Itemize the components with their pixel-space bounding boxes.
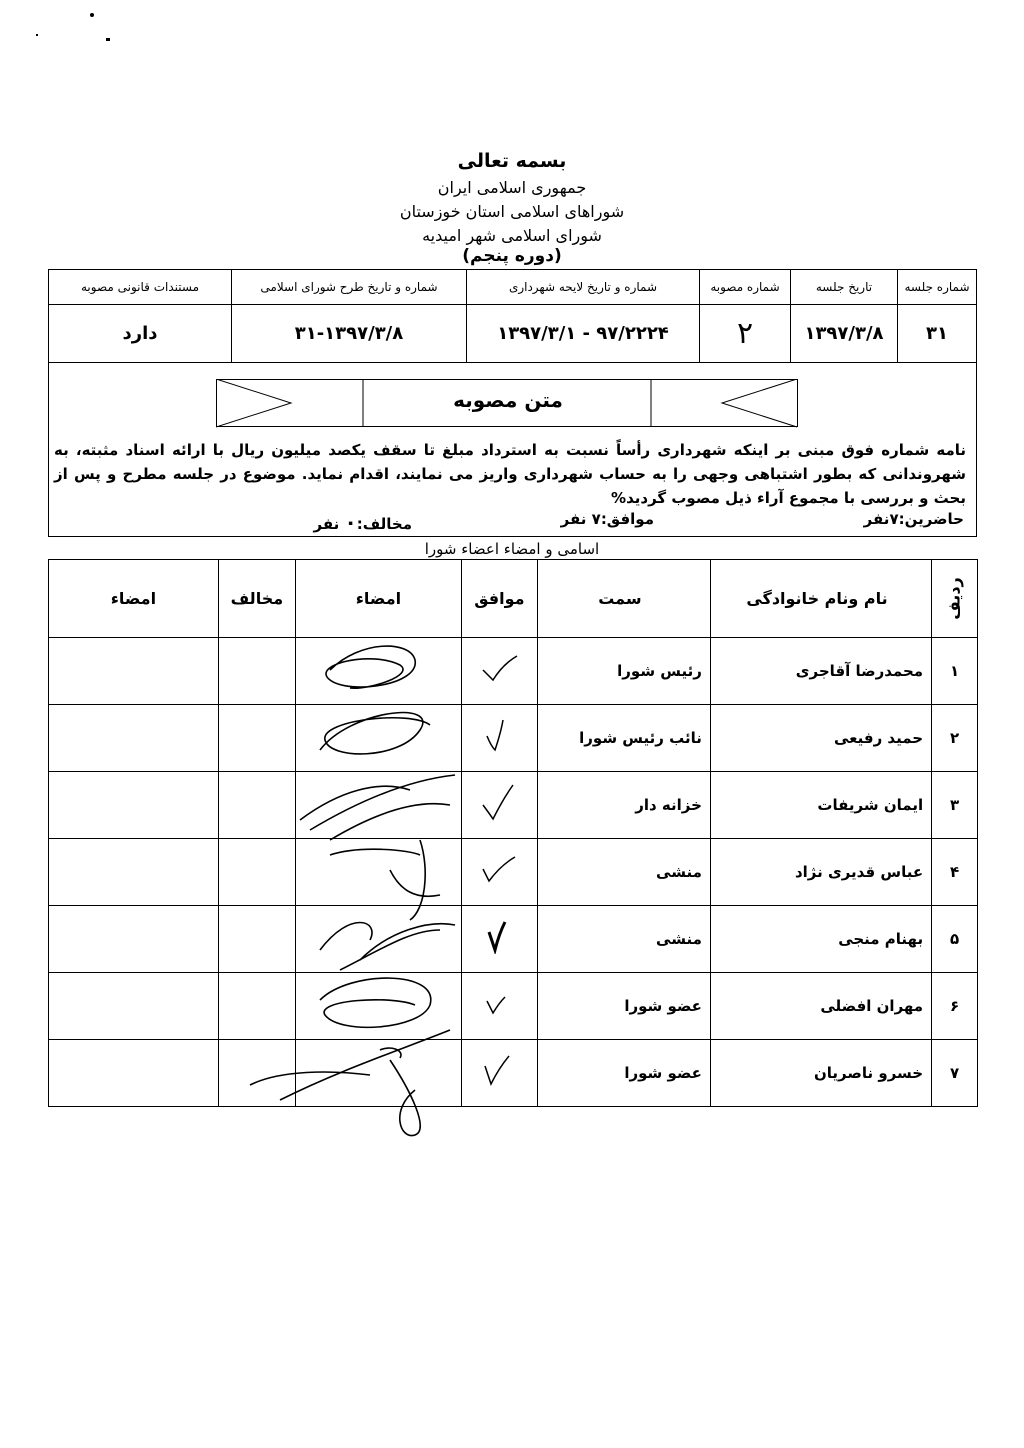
row-idx: ۲	[932, 705, 978, 772]
row-idx: ۷	[932, 1040, 978, 1107]
members-title: اسامی و امضاء اعضاء شورا	[424, 540, 600, 558]
check-mark-icon	[479, 718, 519, 754]
present-count: حاضرین:۷نفر	[863, 510, 964, 528]
signatures-overlay	[240, 630, 480, 1150]
signature-cell-2	[49, 839, 219, 906]
country-heading: جمهوری اسلامی ایران	[437, 178, 587, 197]
header-idx: ردیف	[932, 560, 978, 638]
table-row	[49, 705, 978, 772]
check-mark-icon	[479, 855, 519, 885]
oppose-unit: نفر	[313, 515, 340, 533]
session-no-label: شماره جلسه	[898, 270, 977, 305]
scan-speck	[90, 13, 94, 17]
scan-speck	[106, 38, 110, 41]
row-name: مهران افضلی	[710, 973, 931, 1040]
oppose-label: مخالف:	[356, 515, 412, 533]
header-sign: امضاء	[295, 560, 461, 638]
header-oppose: مخالف	[218, 560, 295, 638]
bill-no-date-label: شماره و تاریخ لایحه شهرداری	[467, 270, 700, 305]
legal-docs-value: دارد	[49, 305, 232, 363]
table-row	[49, 772, 978, 839]
resolution-title: متن مصوبه	[453, 388, 563, 412]
check-mark-icon	[479, 1054, 519, 1088]
row-idx: ۳	[932, 772, 978, 839]
province-council-heading: شوراهای اسلامی استان خوزستان	[399, 202, 625, 221]
signature-cell-2	[49, 906, 219, 973]
city-council-heading: شورای اسلامی شهر امیدیه	[422, 226, 602, 245]
signature-cell-2	[49, 772, 219, 839]
row-role: خزانه دار	[537, 772, 710, 839]
term-heading: (دوره پنجم)	[462, 246, 562, 266]
row-idx: ۵	[932, 906, 978, 973]
members-table	[48, 559, 978, 1107]
session-no-value: ۳۱	[898, 305, 977, 363]
session-date-value: ۱۳۹۷/۳/۸	[791, 305, 898, 363]
row-role: عضو شورا	[537, 1040, 710, 1107]
header-agree: موافق	[461, 560, 537, 638]
resolution-no-label: شماره مصوبه	[700, 270, 791, 305]
scan-speck	[36, 34, 38, 36]
row-name: ایمان شریفات	[710, 772, 931, 839]
check-mark-icon	[479, 654, 519, 684]
resolution-text: نامه شماره فوق مبنی بر اینکه شهرداری رأساً نسبت به استرداد مبلغ تا سقف یکصد میلیون ریال با ارائه اسناد مثبته، به شهروندانی که بطور اشتباهی وجهی را به حساب شهرداری واریز می نمایند، اقدام نماید. موضوع در جلسه مطرح و پس از بحث و بررسی با مجموع آراء ذیل مصوب گردید%	[54, 441, 966, 507]
session-info-table	[48, 269, 977, 363]
bill-no-date-value: ۹۷/۲۲۲۴ - ۱۳۹۷/۳/۱	[467, 305, 700, 363]
oppose-value: ۰	[344, 510, 357, 534]
row-name: خسرو ناصریان	[710, 1040, 931, 1107]
row-idx: ۴	[932, 839, 978, 906]
plan-no-date-label: شماره و تاریخ طرح شورای اسلامی	[232, 270, 467, 305]
plan-no-date-value: ۳۱-۱۳۹۷/۳/۸	[232, 305, 467, 363]
signature-cell-2	[49, 1040, 219, 1107]
row-idx: ۶	[932, 973, 978, 1040]
check-mark-icon	[479, 920, 519, 954]
header-role: سمت	[537, 560, 710, 638]
check-mark-icon	[479, 989, 519, 1019]
table-row	[49, 973, 978, 1040]
table-row	[49, 839, 978, 906]
legal-docs-label: مستندات قانونی مصوبه	[49, 270, 232, 305]
signature-cell-2	[49, 705, 219, 772]
oppose-count	[314, 510, 412, 534]
agree-count: موافق:۷ نفر	[560, 510, 654, 528]
table-row	[49, 638, 978, 705]
row-name: محمدرضا آقاجری	[710, 638, 931, 705]
row-role: منشی	[537, 839, 710, 906]
resolution-no-value: ۲	[700, 305, 791, 363]
table-row	[49, 906, 978, 973]
row-role: عضو شورا	[537, 973, 710, 1040]
row-name: بهنام منجی	[710, 906, 931, 973]
table-row	[49, 1040, 978, 1107]
header-sign-2: امضاء	[49, 560, 219, 638]
signature-cell-2	[49, 973, 219, 1040]
check-mark-icon	[479, 783, 519, 823]
session-date-label: تاریخ جلسه	[791, 270, 898, 305]
header-name: نام ونام خانوادگی	[710, 560, 931, 638]
row-name: عباس قدیری نژاد	[710, 839, 931, 906]
members-header-row	[49, 560, 978, 638]
signature-cell-2	[49, 638, 219, 705]
row-role: منشی	[537, 906, 710, 973]
row-role: نائب رئیس شورا	[537, 705, 710, 772]
bismillah-heading: بسمه تعالی	[457, 150, 567, 172]
row-idx: ۱	[932, 638, 978, 705]
row-role: رئیس شورا	[537, 638, 710, 705]
row-name: حمید رفیعی	[710, 705, 931, 772]
signature-drawing	[250, 646, 455, 1135]
